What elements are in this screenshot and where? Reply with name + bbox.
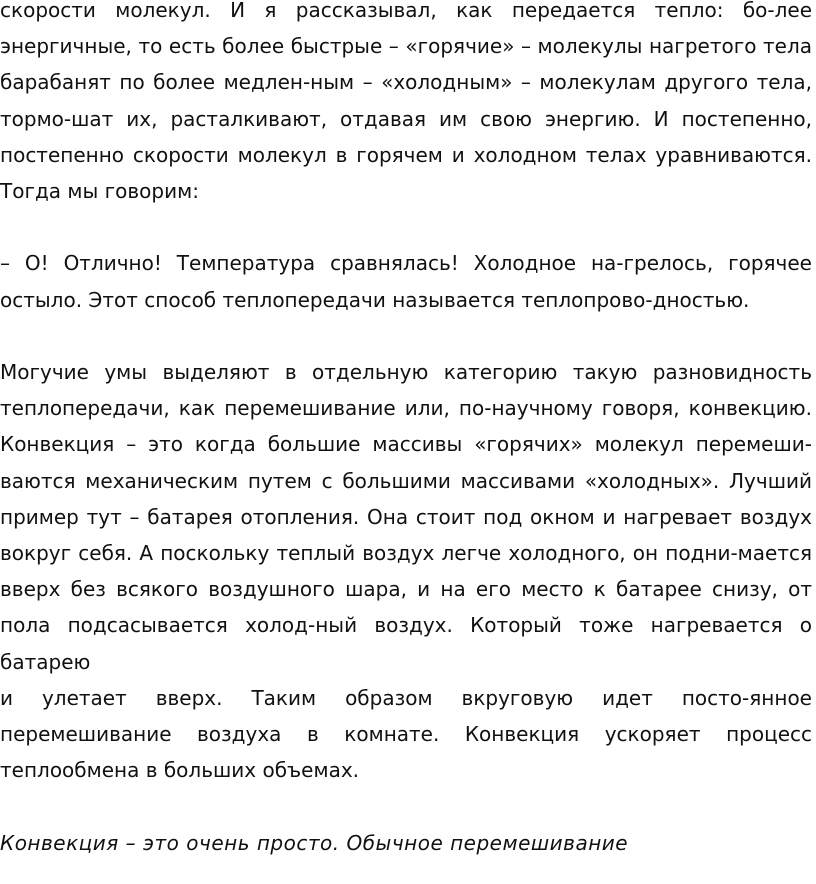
paragraph-convection: Могучие умы выделяют в отдельную категорию такую разновидность теплопередачи, как перемешивание или, по-научному говоря, конвекцию. Конвекция – это когда большие массивы «горячих» молекул перемеши-ваются механическим путем с большими массивами «холодных». Лучший пример тут – батарея отопления. Она стоит под окном и нагревает воздух вокруг себя. А поскольку теплый воздух легче холодного, он подни-мается вверх без всякого воздушного шара, и на его место к батарее снизу, от пола подсасывается холод-ный воздух. Который тоже нагревается о батарею xyxy=(0,360,812,674)
paragraph-convection-continued: и улетает вверх. Таким образом вкруговую идет посто-янное перемешивание воздуха в комнате. Конвекция ускоряет процесс теплообмена в больших объемах. xyxy=(0,685,812,783)
paragraph-heat-transfer: скорости молекул. И я рассказывал, как передается тепло: бо-лее энергичные, то есть более быстрые – «горячие» – молекулы нагретого тела барабанят по более медлен-ным – «холодным» – молекулам другого тела, тормо-шат их, расталкивают, отдавая им свою энергию. И постепенно, постепенно скорости молекул в горячем и холодном телах уравниваются. Тогда мы говорим: xyxy=(0,0,812,204)
paragraph-gap xyxy=(0,318,812,354)
paragraph-gap xyxy=(0,788,812,824)
paragraph-conduction: – О! Отлично! Температура сравнялась! Холодное на-грелось, горячее остыло. Этот способ теплопередачи называется теплопрово-дностью. xyxy=(0,251,812,312)
paragraph-gap xyxy=(0,209,812,245)
paragraph-italic-summary: Конвекция – это очень просто. Обычное перемешивание xyxy=(0,830,629,855)
